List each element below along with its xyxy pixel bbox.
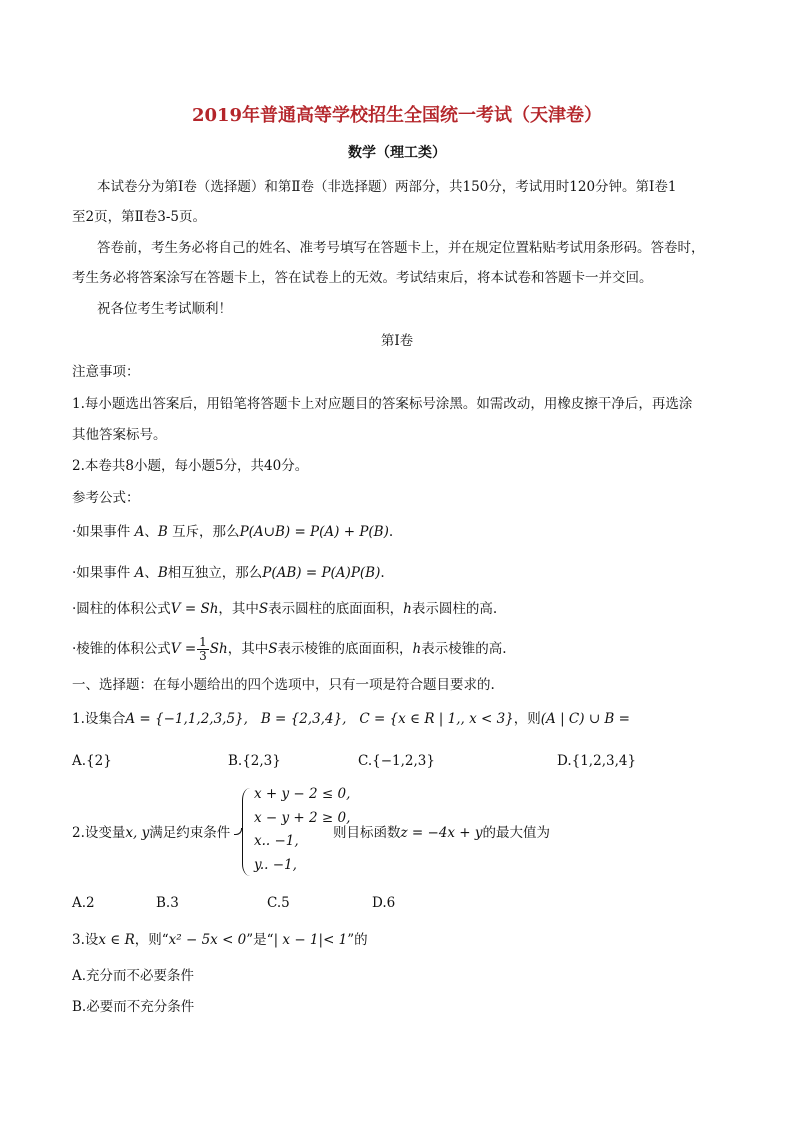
q1-set-b: B = {2,3,4},: [260, 711, 347, 727]
q3-condition-2: | x − 1|< 1: [273, 932, 348, 948]
page-subtitle: 数学（理工类）: [348, 145, 446, 161]
q1-set-c: C = {x ∈ R | 1,, x < 3}: [359, 711, 514, 727]
q2-constraint-1: x + y − 2 ≤ 0,: [254, 786, 351, 802]
intro-line-3: 答卷前，考生务必将自己的姓名、准考号填写在答题卡上，并在规定位置粘贴考试用条形码。答卷时，: [97, 240, 705, 256]
q2-objective: z = −4x + y: [400, 825, 483, 841]
formula-text: 互斥，那么: [172, 524, 240, 540]
formula-text: .: [388, 524, 394, 540]
q3-domain: x ∈ R: [98, 932, 135, 948]
page-title: 2019年普通高等学校招生全国统一考试（天津卷）: [191, 105, 603, 126]
q2-vars: x, y: [125, 825, 150, 841]
formula-1: [72, 522, 393, 542]
formula-math: S: [258, 601, 269, 617]
intro-line-1: 本试卷分为第Ⅰ卷（选择题）和第Ⅱ卷（非选择题）两部分，共150分，考试用时120分钟。第Ⅰ卷1: [97, 179, 677, 195]
formula-2: [72, 563, 385, 583]
fraction: [197, 636, 209, 663]
intro-line-2: 至2页，第Ⅱ卷3-5页。: [72, 209, 207, 225]
formula-math: P(AB) = P(A)P(B): [262, 565, 381, 581]
section-heading: 第Ⅰ卷: [380, 333, 414, 349]
formula-math: B: [157, 524, 168, 540]
formula-text: 表示棱锥的底面面积，: [277, 641, 413, 657]
question-2-stem-right: [333, 823, 550, 843]
formula-math: A: [134, 524, 145, 540]
formula-math: P(A∪B) = P(A) + P(B): [239, 524, 389, 540]
formula-text: 表示圆柱的高.: [411, 601, 498, 617]
q3-text: ，则“: [134, 932, 169, 948]
formula-math: V =: [170, 641, 197, 657]
formula-3: [72, 599, 497, 619]
question-1-stem: [72, 709, 630, 729]
formula-math: S: [268, 641, 278, 657]
q3-text: ”的: [347, 932, 368, 948]
formula-text: ·如果事件: [72, 524, 131, 540]
q3-text: ”是“: [246, 932, 274, 948]
formula-math: V = Sh: [170, 601, 219, 617]
formula-text: ·如果事件: [72, 565, 131, 581]
question-2-stem-left: [72, 823, 230, 843]
q2-constraint-2: x − y + 2 ≥ 0,: [254, 810, 351, 826]
q1-option-a: A.{2}: [72, 753, 112, 769]
q2-text: 则目标函数: [333, 825, 401, 841]
q2-option-b: B.3: [156, 895, 179, 911]
note-line-2: 其他答案标号。: [72, 427, 167, 443]
formula-text: .: [380, 565, 385, 581]
q2-text: 2.设变量: [72, 825, 126, 841]
formula-math: B: [157, 565, 168, 581]
q3-option-a: A.充分而不必要条件: [72, 968, 195, 984]
formula-text: ·圆柱的体积公式: [72, 601, 171, 617]
q2-constraint-3: x.. −1,: [254, 833, 299, 849]
formula-heading: 参考公式：: [72, 490, 140, 506]
part-heading: 一、选择题：在每小题给出的四个选项中，只有一项是符合题目要求的.: [72, 677, 495, 693]
formula-text: 相互独立，那么: [167, 565, 263, 581]
formula-math: A: [134, 565, 145, 581]
intro-line-5: 祝各位考生考试顺利！: [97, 301, 232, 317]
q2-constraint-4: y.. −1,: [254, 857, 297, 873]
formula-text: ·棱锥的体积公式: [72, 641, 171, 657]
formula-text: 、: [144, 565, 158, 581]
formula-text: ，其中: [227, 641, 269, 657]
question-3-stem: [72, 930, 368, 950]
q1-set-a: A = {−1,1,2,3,5},: [125, 711, 248, 727]
q3-condition-1: x² − 5x < 0: [168, 932, 247, 948]
formula-4: [72, 636, 507, 663]
q1-text: 1.设集合: [72, 711, 126, 727]
formula-text: 、: [144, 524, 158, 540]
formula-text: ，其中: [218, 601, 259, 617]
q2-text: 的最大值为: [482, 825, 551, 841]
q1-expression: (A | C) ∪ B =: [540, 711, 630, 727]
q1-text: ，则: [513, 711, 541, 727]
q2-option-c: C.5: [267, 895, 290, 911]
formula-math: Sh: [209, 641, 228, 657]
q1-option-d: D.{1,2,3,4}: [557, 753, 637, 769]
q2-option-d: D.6: [372, 895, 396, 911]
note-line-1: 1.每小题选出答案后，用铅笔将答题卡上对应题目的答案标号涂黑。如需改动，用橡皮擦干净后，再选涂: [72, 396, 693, 412]
formula-text: 表示棱锥的高.: [421, 641, 507, 657]
fraction-numerator: 1: [199, 635, 207, 649]
q1-option-b: B.{2,3}: [228, 753, 281, 769]
intro-line-4: 考生务必将答案涂写在答题卡上，答在试卷上的无效。考试结束后，将本试卷和答题卡一并交回。: [72, 270, 653, 286]
notes-heading: 注意事项：: [72, 364, 140, 380]
formula-math: h: [403, 601, 412, 617]
formula-math: h: [412, 641, 422, 657]
q3-text: 3.设: [72, 932, 99, 948]
q2-text: 满足约束条件: [149, 825, 231, 841]
fraction-denominator: 3: [199, 649, 207, 663]
note-line-3: 2.本卷共8小题，每小题5分，共40分。: [72, 458, 309, 474]
q2-option-a: A.2: [72, 895, 95, 911]
formula-text: 表示圆柱的底面面积，: [268, 601, 404, 617]
q2-constraint-system: [242, 786, 351, 878]
q3-option-b: B.必要而不充分条件: [72, 999, 195, 1015]
q1-option-c: C.{−1,2,3}: [358, 753, 435, 769]
left-brace: [242, 788, 251, 876]
